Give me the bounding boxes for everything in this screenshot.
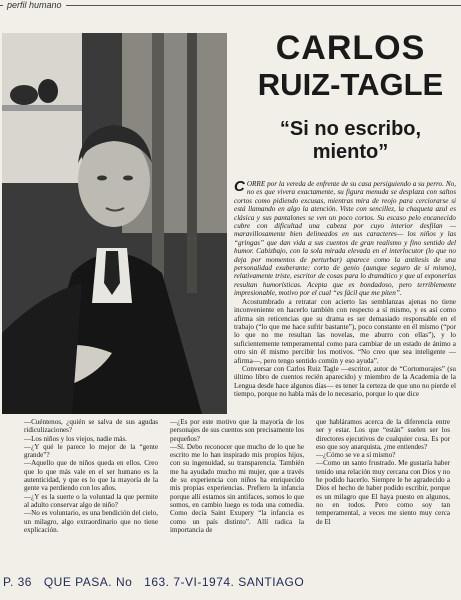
interview-columns: [24, 418, 456, 570]
citation-issue: 163. 7-VI-1974. SANTIAGO: [144, 575, 305, 589]
section-label: perfil humano: [3, 0, 66, 10]
intro-paragraph-3: Conversar con Carlos Ruiz Tagle —escritor, autor de “Cortomorajes” (su último libro de cuentos recién aparecido) y miembro de la Academia de la Lengua desde hace algunos días— es tener la certeza de que uno no pierde el tiempo, porque no habla más de lo necesario, porque lo que dice: [234, 364, 456, 399]
citation-magazine: QUE PASA. No: [43, 575, 133, 589]
column-3-para: —¿Cómo se ve a sí mismo?: [316, 451, 396, 460]
column-3-para: que habláramos acerca de la diferencia entre ser y estar. Los que “están” suelen ser los directores ejecutivos de cualquier cosa. Es por eso que soy anarquista, ¿me entiendes?: [316, 418, 450, 451]
citation-page: P. 36: [3, 575, 32, 589]
section-rule: [0, 5, 461, 6]
section-header: [0, 0, 461, 14]
column-1-para: —Aquello que de niños queda en ellos. Creo que lo que más vale en el ser humano es la autenticidad, y que es lo que la mayoría de la gente va perdiendo con los años.: [24, 459, 158, 493]
column-1-para: —¿Y es la suerte o la voluntad la que permite al adulto conservar algo de niño?: [24, 492, 158, 509]
subtitle-line-2: miento”: [312, 141, 389, 163]
intro-paragraph-2: Acostumbrado a retratar con acierto las semblanzas ajenas no tiene inconveniente en hacerlo también con respecto a sí mismo, y es así como afirma sin reticencias que su drama es ser demasiado responsable en el trabajo (“lo que me hace sufrir bastante”), poco constante en él mismo (“por lo que no me resultan las novelas, me aburro con ellas”), y lo suficientemente temperamental como para cambiar de un estado de ánimo a otro sin él mismo percibir los motivos. “No creo que sea inteligente —afirma—, pero tengo sentido común y eso ayuda”.: [234, 297, 456, 365]
headline-subtitle: [240, 118, 461, 164]
intro-paragraph-1-text: ORRE por la vereda de enfrente de su casa persiguiendo a su perro. No, no es que vivera exactamente, su figura menuda se desplaza con saltos cortos como pidiendo excusas, mientras mira de reojo para cerciorarse si está llamando en algo la atención. Viste con sencillez, la chaqueta azul es clásica y sus pantalones se ven un poco cortos. Su escaso pelo encanecido cubre con dificultad una cabeza por cuyo interior desfilan —maravillosamente bien delineados en sus caracteres— los niños y las “gringas” que dan vida a sus cuentos de gran realismo y fino sentido del humor. Cabizbajo, con la sola mirada elevada en el interlocutor (lo que no deja por momentos de perturbar) aparece como la antítesis de una personalidad exuberante: corto de genio (aunque seguro de sí mismo), relativamente triste, escritor de cosas para lo dramático y que al exponerlas resultan humorísticas. Acepta que es bondadoso, pero terriblemente impresionable, motivo por el cual “es fácil que me piten”.: [234, 180, 456, 298]
drop-cap: C: [234, 178, 245, 195]
subtitle-line-1: “Si no escribo,: [279, 118, 422, 140]
intro-paragraph-1: [234, 180, 456, 298]
handwritten-citation: [3, 575, 458, 597]
column-2-para: —Sí. Debo reconocer que mucho de lo que he escrito me lo han inspirado mis propios hijos, con su ingenuidad, su transparencia. También me ha ayudado mucho mi mujer, que a través de su experiencia con niños ha enriquecido mis propias experiencias. Prefiero la infancia porque allí estamos sin antifaces, somos lo que somos, en cambio luego es toda una comedia. Como decía Saint Exupery “la infancia es como un país distinto”. Allí radica la importancia de: [170, 442, 304, 534]
portrait-photo: [2, 33, 227, 414]
column-1-para: —¿Y qué le parece lo mejor de la “gente grande”?: [24, 442, 158, 460]
portrait-image: [2, 33, 227, 414]
column-3-para: —Como un santo frustrado. Me gustaría haber tenido una relación muy cercana con Dios y no he podido hacerlo. Siempre le he agradecido a Dios el hecho de haber podido escribir, porque es un milagro que El haya puesto en algunos, no en todos. Pero como soy tan temperamental, a veces me siento muy cerca de El: [316, 459, 450, 526]
column-2: [170, 418, 304, 534]
intro-text: [234, 180, 456, 399]
column-3: [316, 418, 450, 526]
column-1-para: —No es voluntario, es una bendición del cielo, un milagro, algo extraordinario que no tiene explicación.: [24, 509, 158, 534]
headline-first-name: CARLOS: [275, 29, 426, 67]
column-1: [24, 418, 158, 534]
column-1-para: —Cuéntenos, ¿quién se salva de sus agudas ridiculizaciones?: [24, 418, 158, 435]
column-2-para: —¿Es por este motivo que la mayoría de los personajes de sus cuentos son precisamente los pequeños?: [170, 418, 304, 443]
headline-last-name: RUIZ-TAGLE: [257, 67, 444, 102]
column-1-para: —Los niños y los viejos, nadie más.: [24, 434, 127, 443]
